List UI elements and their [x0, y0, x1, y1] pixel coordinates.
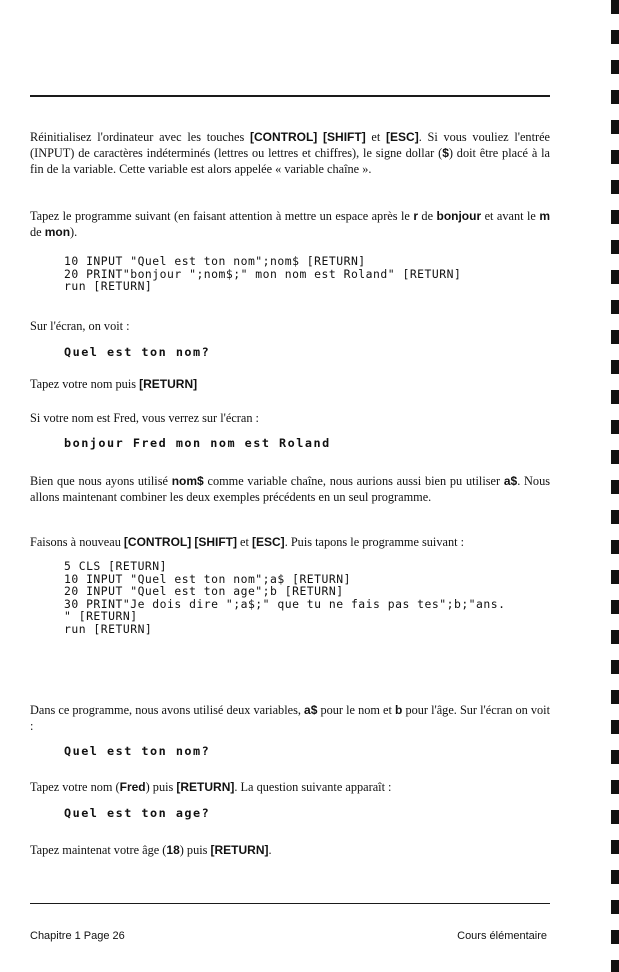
key-esc: [ESC] — [386, 130, 419, 144]
paragraph-type-fred: Tapez votre nom (Fred) puis [RETURN]. La question suivante apparaît : — [30, 780, 392, 794]
top-rule — [30, 95, 550, 97]
paragraph-two-variables: Dans ce programme, nous avons utilisé deux variables, a$ pour le nom et b pour l'âge. Sur l'écran on voit : — [30, 703, 550, 733]
dollar-sign: $ — [442, 146, 449, 160]
code-listing-1: 10 INPUT "Quel est ton nom";nom$ [RETURN] 20 PRINT"bonjour ";nom$;" mon nom est Roland" [RETURN] run [RETURN] — [64, 254, 462, 294]
paragraph-variable-note: Bien que nous ayons utilisé nom$ comme variable chaîne, nous aurions aussi bien pu utiliser a$. Nous allons maintenant combiner les deux exemples précédents en un seul programme. — [30, 474, 551, 504]
key-shift: [SHIFT] — [323, 130, 366, 144]
key-control: [CONTROL] — [249, 130, 318, 144]
screen-output-1: Quel est ton nom? — [64, 345, 211, 359]
footer-course-title: Cours élémentaire — [457, 930, 547, 942]
paragraph-type-name: Tapez votre nom puis [RETURN] — [30, 377, 198, 391]
page-binding-edge — [611, 0, 619, 972]
code-listing-2: 5 CLS [RETURN] 10 INPUT "Quel est ton nom";a$ [RETURN] 20 INPUT "Quel est ton age";b [RETURN] 30 PRINT"Je dois dire ";a$;" que tu ne fais pas tes";b;"ans. " [RETURN] run [RETURN] — [64, 559, 506, 636]
paragraph-fred: Si votre nom est Fred, vous verrez sur l'écran : — [30, 411, 259, 425]
screen-output-3: Quel est ton nom? — [64, 744, 211, 758]
screen-output-2: bonjour Fred mon nom est Roland — [64, 436, 331, 450]
footer-chapter-page: Chapitre 1 Page 26 — [30, 930, 125, 942]
paragraph-intro: Réinitialisez l'ordinateur avec les touches [CONTROL] [SHIFT] et [ESC]. Si vous vouliez l'entrée (INPUT) de caractères indéterminés (lettres ou lettres et chiffres), le signe dollar ($) doit être placé à la fin de la variable. Cette variable est alors appelée « variable chaîne ». — [30, 130, 551, 176]
paragraph-type-age: Tapez maintenat votre âge (18) puis [RETURN]. — [30, 843, 272, 857]
paragraph-reset-again: Faisons à nouveau [CONTROL] [SHIFT] et [ESC]. Puis tapons le programme suivant : — [30, 535, 464, 549]
paragraph-program-instruction: Tapez le programme suivant (en faisant attention à mettre un espace après le r de bonjour et avant le m de mon). — [30, 209, 550, 239]
screen-output-4: Quel est ton age? — [64, 806, 211, 820]
paragraph-screen-intro: Sur l'écran, on voit : — [30, 319, 130, 333]
bottom-rule — [30, 903, 550, 904]
